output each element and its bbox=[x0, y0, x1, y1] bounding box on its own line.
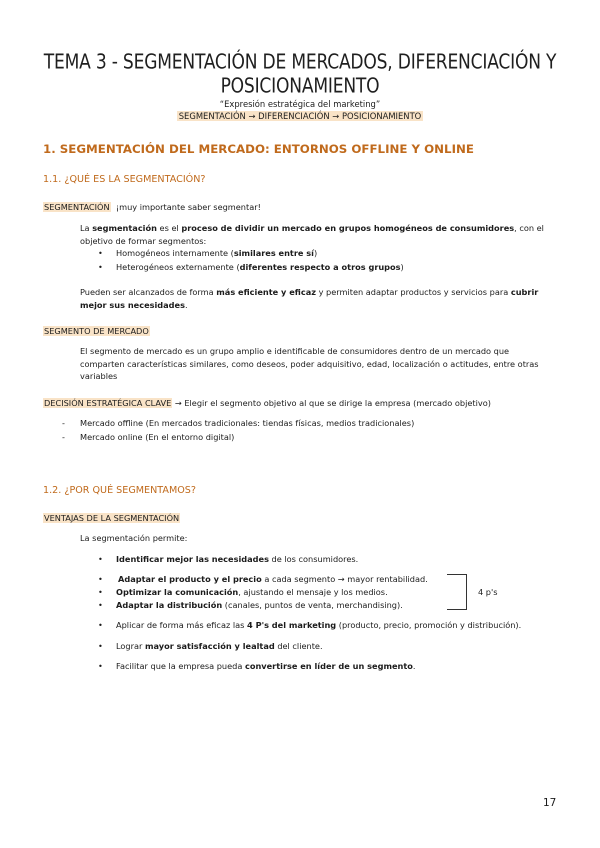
page-number: 17 bbox=[543, 797, 557, 809]
list-item: • Homogéneos internamente (similares entre sí) bbox=[98, 248, 318, 258]
definition-paragraph: La segmentación es el proceso de dividir un mercado en grupos homogéneos de consumidores, con el objetivo de formar segmentos: bbox=[80, 223, 544, 246]
four-ps-note: 4 p's bbox=[478, 587, 498, 597]
concept-flow-text: SEGMENTACIÓN → DIFERENCIACIÓN → POSICIONAMIENTO bbox=[178, 111, 422, 121]
subsection-heading: 1.1. ¿QUÉ ES LA SEGMENTACIÓN? bbox=[43, 174, 206, 185]
decision-label: DECISIÓN ESTRATÉGICA CLAVE bbox=[44, 398, 172, 408]
segment-label-line bbox=[43, 325, 150, 338]
list-item: • Heterogéneos externamente (diferentes respecto a otros grupos) bbox=[98, 262, 404, 272]
list-item: • Adaptar el producto y el precio a cada segmento → mayor rentabilidad. bbox=[98, 574, 428, 584]
list-item: • Facilitar que la empresa pueda convertirse en líder de un segmento. bbox=[98, 661, 416, 671]
list-item: • Aplicar de forma más eficaz las 4 P's del marketing (producto, precio, promoción y distribución). bbox=[98, 620, 522, 630]
ventajas-label: VENTAJAS DE LA SEGMENTACIÓN bbox=[44, 513, 180, 523]
segmentacion-label-line bbox=[43, 201, 261, 214]
decision-line bbox=[43, 397, 491, 410]
dash-item: - Mercado online (En el entorno digital) bbox=[62, 432, 235, 442]
reach-paragraph: Pueden ser alcanzados de forma más eficiente y eficaz y permiten adaptar productos y servicios para cubrir mejor sus necesidades. bbox=[80, 287, 539, 310]
segmentacion-note: ¡muy importante saber segmentar! bbox=[115, 202, 261, 212]
concept-flow bbox=[0, 111, 600, 121]
decision-text: → Elegir el segmento objetivo al que se dirige la empresa (mercado objetivo) bbox=[172, 398, 491, 408]
subsection-heading: 1.2. ¿POR QUÉ SEGMENTAMOS? bbox=[43, 485, 196, 496]
ventajas-intro: La segmentación permite: bbox=[80, 533, 188, 543]
segment-paragraph: El segmento de mercado es un grupo amplio e identificable de consumidores dentro de un mercado que comparten características similares, como deseos, poder adquisitivo, edad, localización o actitudes, entre otras variables bbox=[80, 346, 539, 381]
segment-label: SEGMENTO DE MERCADO bbox=[44, 326, 149, 336]
bracket bbox=[447, 574, 467, 610]
dash-item: - Mercado offline (En mercados tradicionales: tiendas físicas, medios tradicionales) bbox=[62, 418, 415, 428]
list-item: • Adaptar la distribución (canales, puntos de venta, merchandising). bbox=[98, 600, 403, 610]
list-item: • Optimizar la comunicación, ajustando el mensaje y los medios. bbox=[98, 587, 388, 597]
ventajas-label-line bbox=[43, 512, 180, 525]
segmentacion-label: SEGMENTACIÓN bbox=[44, 202, 110, 212]
subtitle-quote: “Expresión estratégica del marketing” bbox=[219, 99, 381, 109]
list-item: • Identificar mejor las necesidades de los consumidores. bbox=[98, 554, 359, 564]
section-heading: 1. SEGMENTACIÓN DEL MERCADO: ENTORNOS OFFLINE Y ONLINE bbox=[43, 142, 474, 156]
page-title: TEMA 3 - SEGMENTACIÓN DE MERCADOS, DIFERENCIACIÓN Y POSICIONAMIENTO bbox=[43, 50, 557, 98]
list-item: • Lograr mayor satisfacción y lealtad del cliente. bbox=[98, 641, 323, 651]
